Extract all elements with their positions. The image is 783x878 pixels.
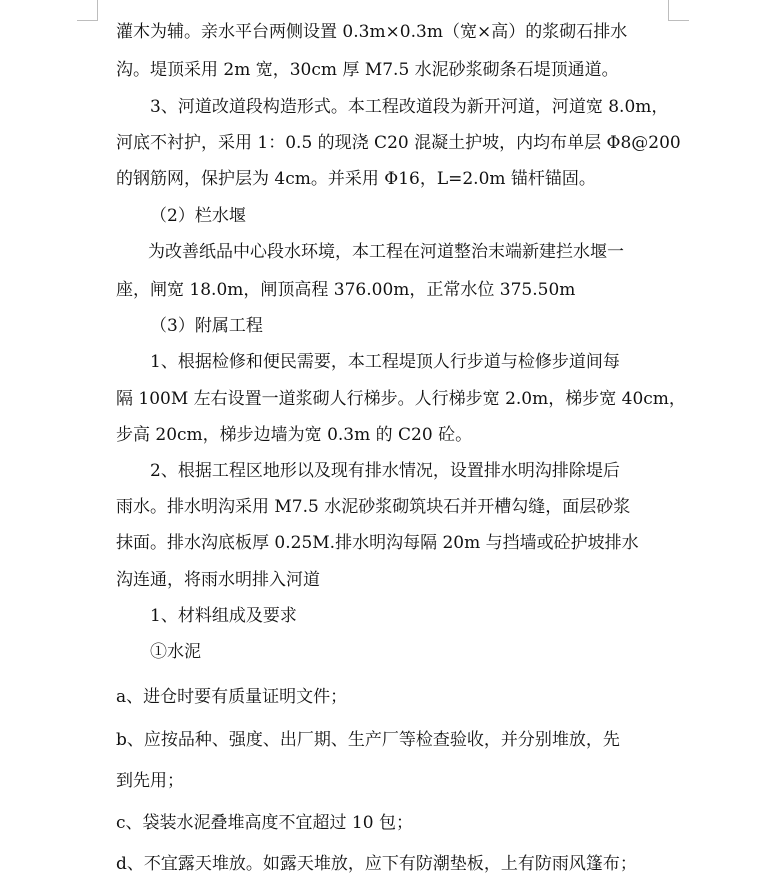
list-item: c、袋装水泥叠堆高度不宜超过 10 包； — [116, 813, 413, 833]
section-heading: 1、材料组成及要求 — [150, 606, 297, 626]
list-item: b、应按品种、强度、出厂期、生产厂等检查验收，并分别堆放，先 — [116, 730, 620, 750]
crop-mark-right-vertical — [668, 0, 669, 20]
paragraph-line: 步高 20cm，梯步边墙为宽 0.3m 的 C20 砼。 — [116, 425, 473, 445]
paragraph-line: 3、河道改道段构造形式。本工程改道段为新开河道，河道宽 8.0m， — [150, 97, 669, 117]
paragraph-line: 1、根据检修和便民需要，本工程堤顶人行步道与检修步道间每 — [150, 352, 620, 372]
paragraph-line: 沟。堤顶采用 2m 宽，30cm 厚 M7.5 水泥砂浆砌条石堤顶通道。 — [116, 60, 619, 80]
paragraph-line: 沟连通，将雨水明排入河道 — [116, 570, 320, 590]
section-heading: （2）栏水堰 — [150, 206, 246, 226]
list-item: a、进仓时要有质量证明文件； — [116, 687, 348, 707]
crop-mark-left-vertical — [97, 0, 98, 20]
paragraph-line: 抹面。排水沟底板厚 0.25M.排水明沟每隔 20m 与挡墙或砼护坡排水 — [116, 533, 639, 553]
paragraph-line: 河底不衬护，采用 1：0.5 的现浇 C20 混凝土护坡，内均布单层 Φ8@200 — [116, 133, 681, 153]
paragraph-line: 为改善纸品中心段水环境，本工程在河道整治末端新建拦水堰一 — [148, 242, 624, 262]
paragraph-line: 灌木为辅。亲水平台两侧设置 0.3m×0.3m（宽×高）的浆砌石排水 — [116, 22, 628, 42]
paragraph-line: 的钢筋网，保护层为 4cm。并采用 Φ16，L=2.0m 锚杆锚固。 — [116, 169, 596, 189]
list-item: 到先用； — [116, 771, 184, 791]
paragraph-line: 座，闸宽 18.0m，闸顶高程 376.00m，正常水位 375.50m — [116, 280, 576, 300]
section-heading: ①水泥 — [150, 642, 201, 662]
paragraph-line: 隔 100M 左右设置一道浆砌人行梯步。人行梯步宽 2.0m，梯步宽 40cm， — [116, 389, 686, 409]
paragraph-line: 雨水。排水明沟采用 M7.5 水泥砂浆砌筑块石并开槽勾缝，面层砂浆 — [116, 497, 631, 517]
list-item: d、不宜露天堆放。如露天堆放，应下有防潮垫板，上有防雨风篷布； — [116, 854, 637, 874]
paragraph-line: 2、根据工程区地形以及现有排水情况，设置排水明沟排除堤后 — [150, 461, 620, 481]
crop-mark-left-horizontal — [77, 20, 98, 21]
section-heading: （3）附属工程 — [150, 316, 263, 336]
